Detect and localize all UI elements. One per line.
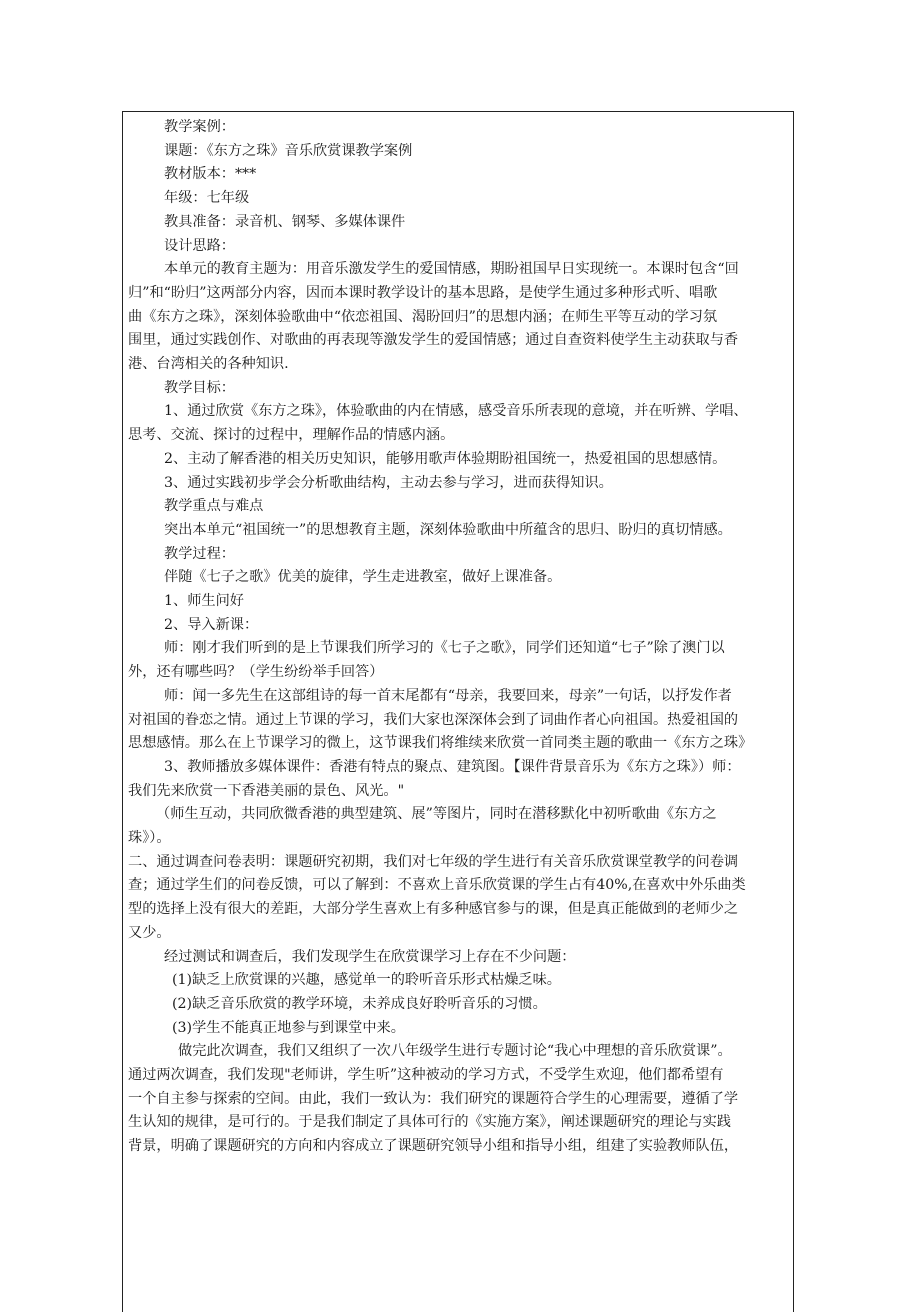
text-line: 教学过程： — [164, 545, 235, 562]
text-line: 曲《东方之珠》，深刻体验歌曲中“依恋祖国、渴盼回归”的思想内涵；在师生平等互动的学习氛 — [128, 308, 718, 325]
text-line: 查；通过学生们的问卷反馈，可以了解到：不喜欢上音乐欣赏课的学生占有40%,在喜欢中外乐曲类 — [128, 877, 746, 894]
text-line: 师：闻一多先生在这部组诗的每一首末尾都有“母亲，我要回来，母亲”一句话，以抒发作者 — [164, 687, 732, 704]
text-line: 我们先来欣赏一下香港美丽的景色、风光。" — [128, 782, 405, 799]
text-line: （师生互动，共同欣微香港的典型建筑、展”等图片，同时在潜移默化中初听歌曲《东方之 — [156, 806, 717, 823]
text-line: 通过两次调查，我们发现"老师讲，学生听”这种被动的学习方式，不受学生欢迎，他们都希望有 — [128, 1067, 724, 1083]
text-line: 课题：《东方之珠》音乐欣赏课教学案例 — [164, 142, 413, 159]
text-line: (1)缺乏上欣赏课的兴趣，感觉单一的聆听音乐形式枯燥乏味。 — [172, 972, 561, 989]
text-line: (2)缺乏音乐欣赏的教学环境，未养成良好聆听音乐的习惯。 — [172, 995, 547, 1012]
text-line: 伴随《七子之歌》优美的旋律，学生走进教室，做好上课准备。 — [164, 569, 562, 586]
text-line: 生认知的规律，是可行的。于是我们制定了具体可行的《实施方案》，阐述课题研究的理论与实践 — [128, 1114, 731, 1131]
text-line: 1、通过欣赏《东方之珠》，体验歌曲的内在情感，感受音乐所表现的意境，并在听辨、学唱、 — [164, 403, 748, 420]
text-line: 教学重点与难点 — [164, 498, 264, 515]
text-line: 突出本单元“祖国统一”的思想教育主题，深刻体验歌曲中所蕴含的思归、盼归的真切情感。 — [164, 521, 732, 538]
text-line: 本单元的教育主题为：用音乐激发学生的爱国情感，期盼祖国早日实现统一。本课时包含“回 — [164, 261, 739, 278]
text-line: (3)学生不能真正地参与到课堂中来。 — [172, 1019, 405, 1036]
text-line: 教学案例： — [164, 119, 235, 135]
text-line: 外，还有哪些吗？（学生纷纷举手回答） — [128, 664, 384, 681]
text-line: 教具准备：录音机、钢琴、多媒体课件 — [164, 213, 406, 230]
text-line: 港、台湾相关的各种知识. — [128, 356, 289, 372]
text-line: 2、导入新课： — [164, 616, 259, 633]
text-line: 年级：七年级 — [164, 190, 250, 207]
text-line: 一个自主参与探索的空间。由此，我们一致认为：我们研究的课题符合学生的心理需要，遵循了学 — [128, 1090, 739, 1107]
text-line: 做完此次调查，我们又组织了一次八年级学生进行专题讨论“我心中理想的音乐欣赏课”。 — [178, 1043, 732, 1060]
text-line: 3、教师播放多媒体课件：香港有特点的聚点、建筑图。【课件背景音乐为《东方之珠》）师： — [164, 758, 741, 775]
text-line: 教材版本：*** — [164, 166, 257, 183]
text-line: 3、通过实践初步学会分析歌曲结构，主动去参与学习，进而获得知识。 — [164, 474, 613, 491]
text-line: 围里，通过实践创作、对歌曲的再表现等激发学生的爱国情感；通过自查资料使学生主动获取与香 — [128, 332, 739, 349]
text-line: 二、通过调查问卷表明：课题研究初期，我们对七年级的学生进行有关音乐欣赏课堂教学的问卷调 — [128, 853, 739, 870]
text-line: 背景，明确了课题研究的方向和内容成立了课题研究领导小组和指导小组，组建了实验教师队伍， — [128, 1138, 739, 1155]
text-line: 又少。 — [128, 924, 171, 941]
text-line: 型的选择上没有很大的差距，大部分学生喜欢上有多种感官参与的课，但是真正能做到的老师少之 — [128, 901, 739, 918]
text-line: 经过测试和调查后，我们发现学生在欣赏课学习上存在不少问题： — [164, 948, 576, 965]
text-line: 2、主动了解香港的相关历史知识，能够用歌声体验期盼祖国统一，热爱祖国的思想感情。 — [164, 450, 727, 467]
text-line: 1、师生问好 — [164, 593, 244, 609]
text-line: 师：刚才我们听到的是上节课我们所学习的《七子之歌》，同学们还知道“七子”除了澳门以 — [164, 640, 725, 657]
text-line: 教学目标： — [164, 379, 235, 396]
text-line: 归”和“盼归”这两部分内容，因而本课时教学设计的基本思路，是使学生通过多种形式听、唱歌 — [128, 284, 718, 301]
text-line: 珠》）。 — [128, 830, 171, 846]
text-line: 思想感情。那么在上节课学习的微上，这节课我们将维续来欣赏一首同类主题的歌曲一《东方之珠》 — [128, 735, 753, 752]
text-line: 设计思路： — [164, 237, 235, 254]
text-line: 思考、交流、探讨的过程中，理解作品的情感内涵。 — [128, 427, 455, 444]
text-line: 对祖国的眷恋之情。通过上节课的学习，我们大家也深深体会到了词曲作者心向祖国。热爱祖国的 — [128, 711, 739, 728]
